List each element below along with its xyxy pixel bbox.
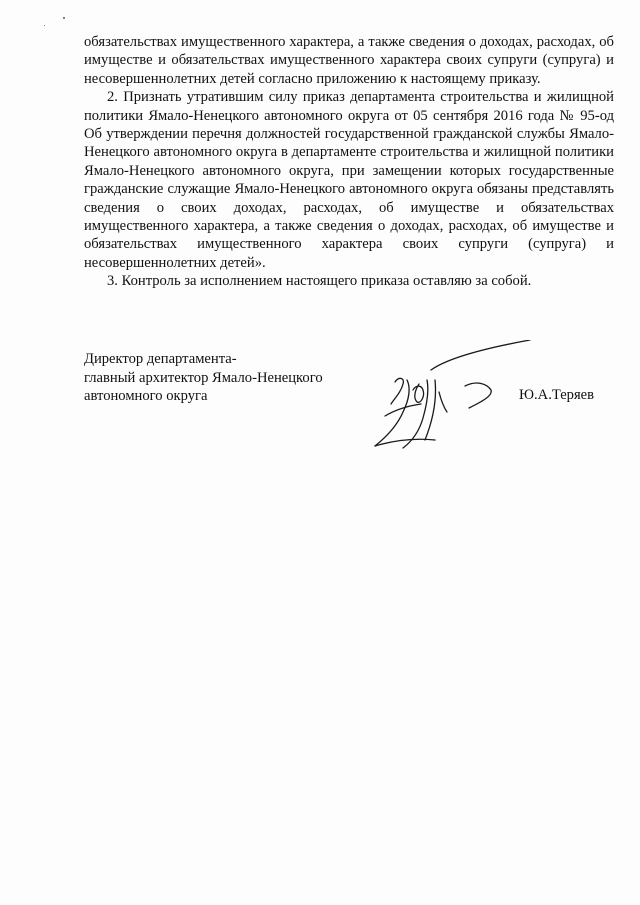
scan-speck: [44, 25, 45, 26]
paragraph-item-3: 3. Контроль за исполнением настоящего приказа оставляю за собой.: [107, 273, 532, 290]
position-line: Директор департамента-: [84, 351, 237, 367]
scan-speck: [63, 17, 65, 19]
signer-name: Ю.А.Теряев: [519, 387, 595, 403]
document-body: [84, 33, 614, 291]
paragraph-item-2: 2. Признать утратившим силу приказ департамента строительства и жилищной политики Ямало-Ненецкого автономного округа от 05 сентября 2016 года № 95-од Об утверждении перечня должностей государственной гражданской службы Ямало-Ненецкого автономного округа в департаменте строительства и жилищной политики Ямало-Ненецкого автономного округа, при замещении которых государственные гражданские служащие Ямало-Ненецкого автономного округа обязаны представлять сведения о своих доходах, расходах, об имуществе и обязательствах имущественного характера, а также сведения о доходах, расходах, об имуществе и обязательствах имущественного характера своих супруги (супруга) и несовершеннолетних детей».: [84, 89, 614, 271]
position-line: главный архитектор Ямало-Ненецкого: [84, 369, 323, 386]
position-line: автономного округа: [84, 388, 208, 405]
paragraph-continuation: обязательствах имущественного характера, а также сведения о доходах, расходах, об имуществе и обязательствах имущественного характера своих супруги (супруга) и несовершеннолетних детей согласно приложению к настоящему приказу.: [84, 34, 614, 87]
signatory-position: [84, 350, 323, 406]
